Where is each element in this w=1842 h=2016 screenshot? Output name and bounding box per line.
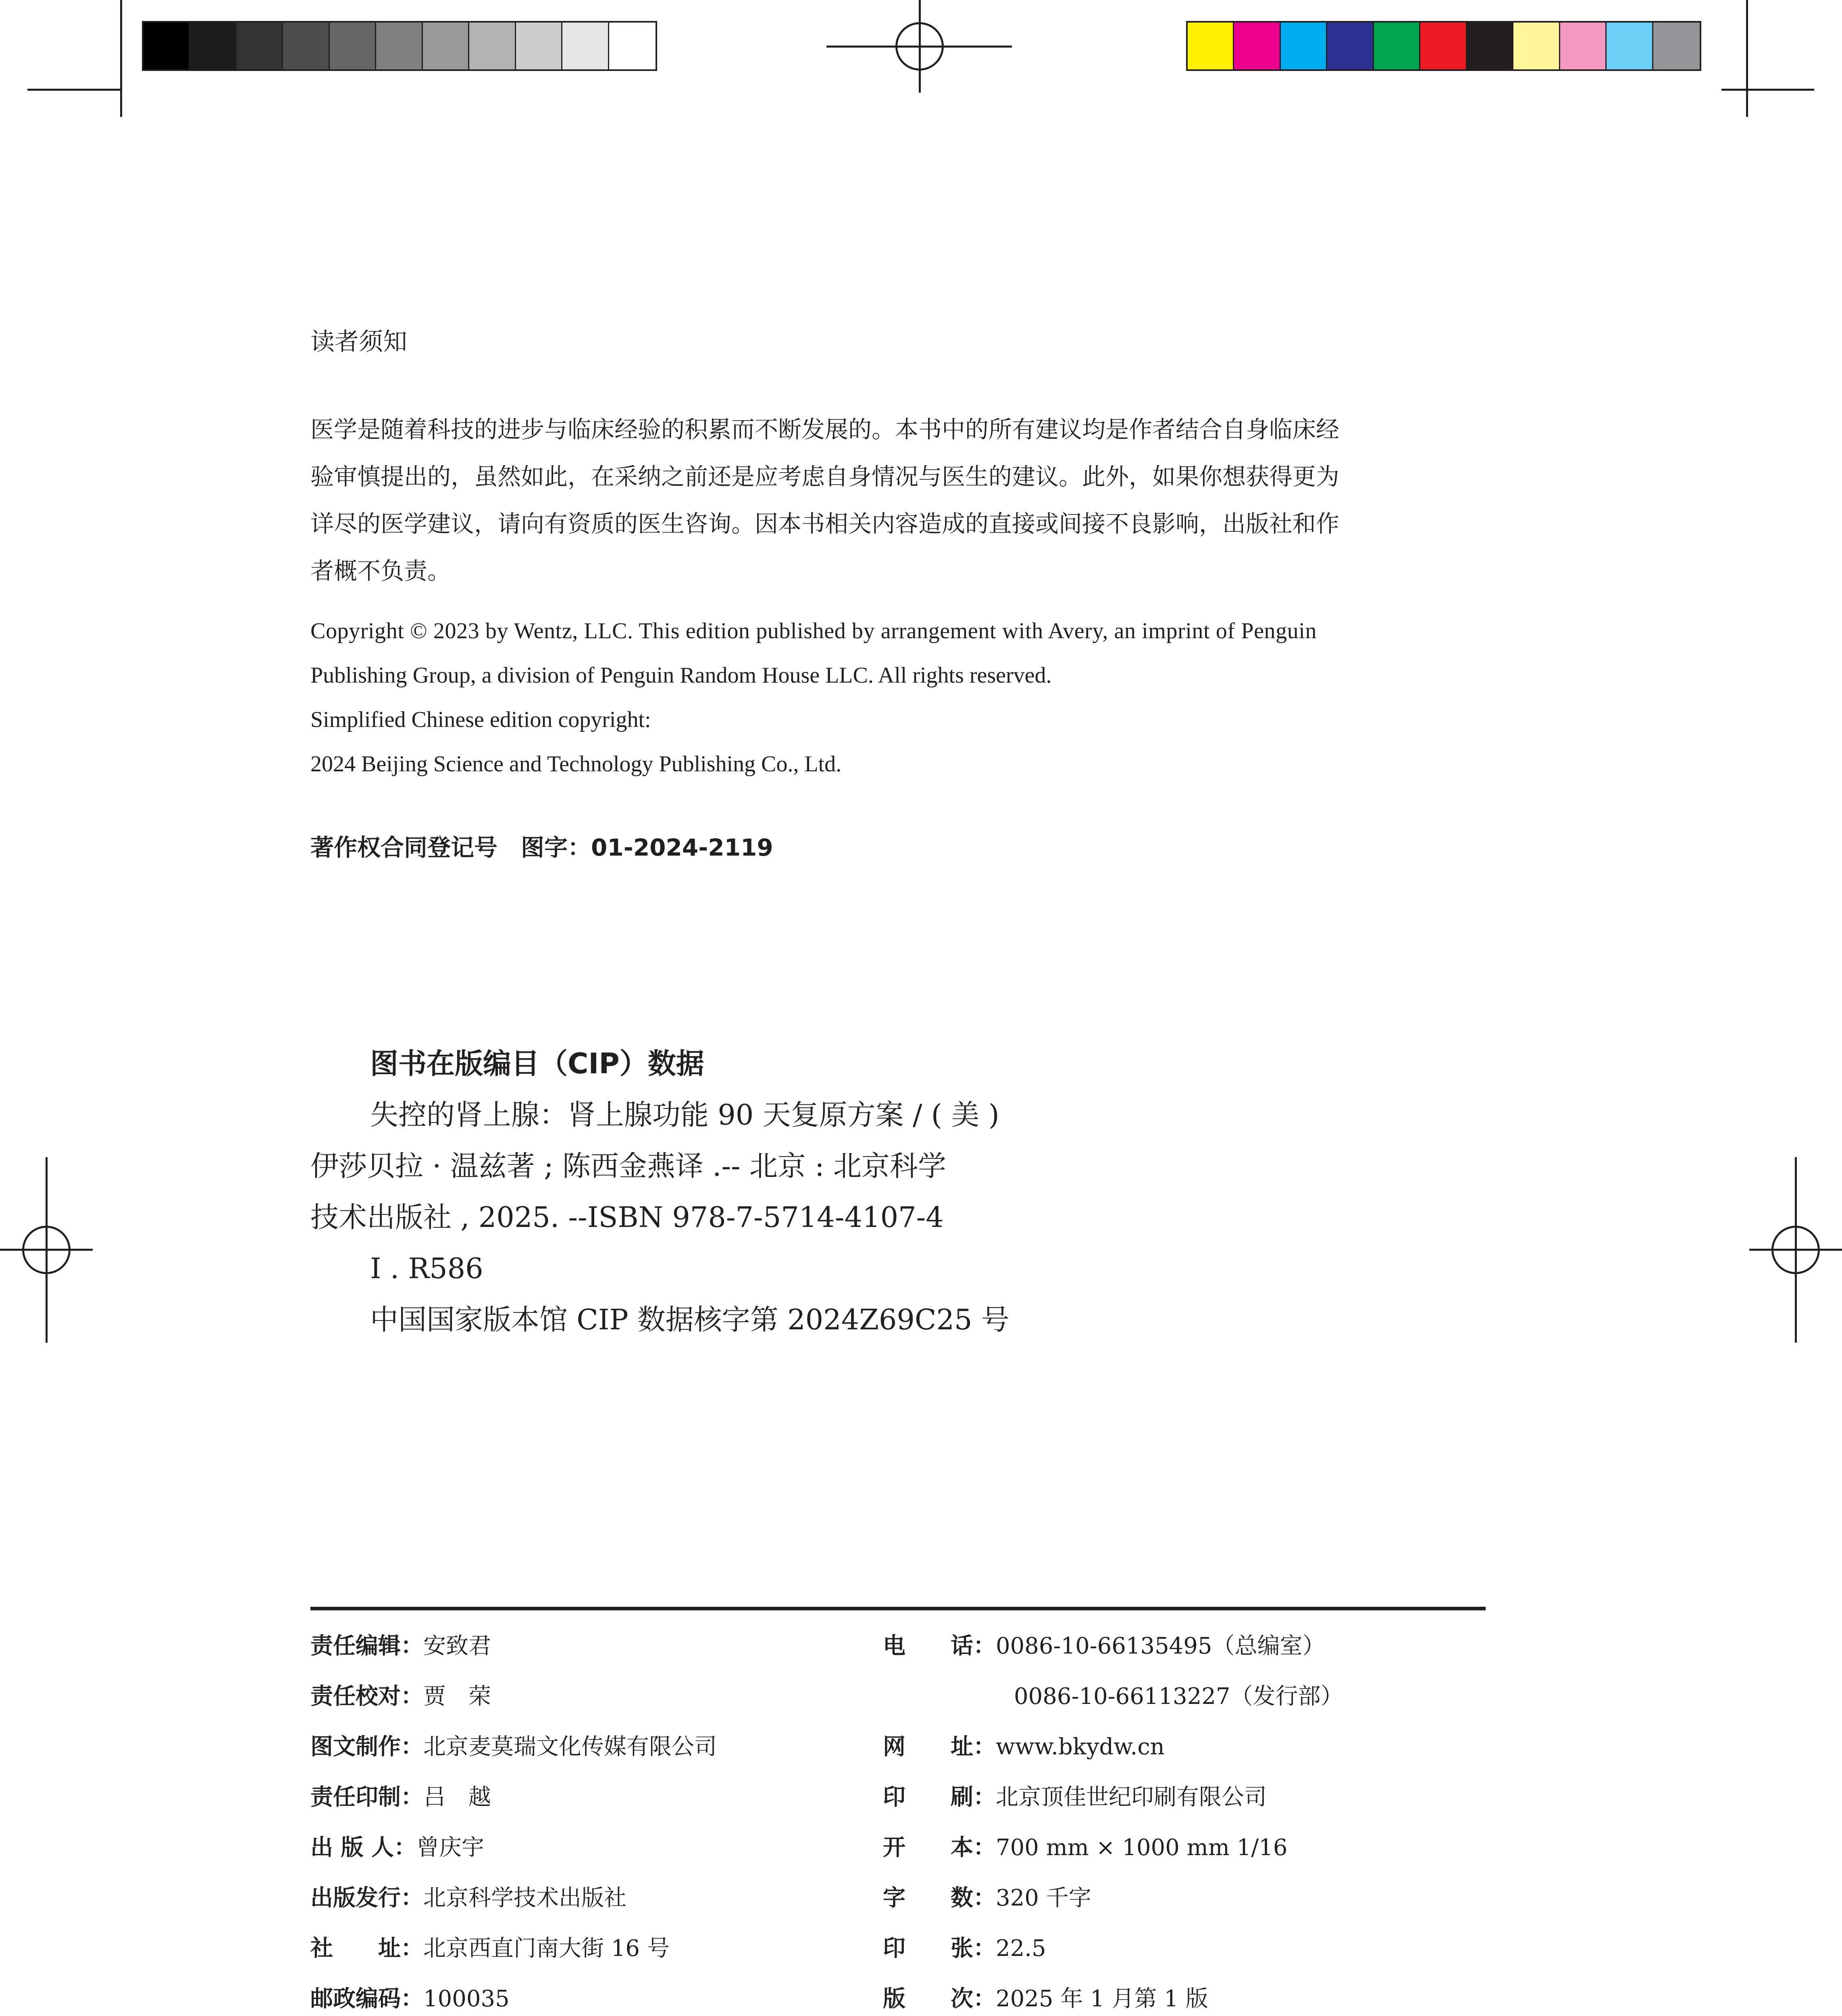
cip-line: 中国国家版本馆 CIP 数据核字第 2024Z69C25 号: [370, 1303, 1009, 1336]
notice-line: 者概不负责。: [310, 557, 451, 585]
credit-label: 电 话：: [883, 1633, 996, 1659]
color-swatch: [1374, 23, 1420, 69]
color-swatch: [1281, 23, 1327, 69]
credit-value: 安致君: [423, 1633, 491, 1659]
process-color-bar: [1186, 21, 1701, 71]
cip-title: 图书在版编目（CIP）数据: [370, 1047, 704, 1080]
color-swatch: [376, 23, 423, 69]
credit-label: 出版发行：: [310, 1885, 423, 1911]
credit-row: [310, 1937, 670, 1960]
credit-value: 北京顶佳世纪印刷有限公司: [996, 1784, 1267, 1810]
cip-line: 伊莎贝拉 · 温兹著 ; 陈西金燕译 .-- 北京 : 北京科学: [310, 1150, 946, 1183]
credit-row: [883, 1988, 1208, 2010]
credit-label: 图文制作：: [310, 1734, 423, 1760]
credit-row: [310, 1988, 510, 2010]
credit-value: 0086-10-66113227（发行部）: [1014, 1683, 1343, 1710]
color-swatch: [1420, 23, 1467, 69]
color-swatch: [1560, 23, 1607, 69]
cip-line: 技术出版社 , 2025. --ISBN 978-7-5714-4107-4: [310, 1201, 944, 1234]
credit-label: 邮政编码：: [310, 1986, 423, 2012]
credit-value: 曾庆宇: [416, 1835, 484, 1861]
color-swatch: [1188, 23, 1234, 69]
credit-label: 版 次：: [883, 1986, 996, 2012]
credit-value: 北京西直门南大街 16 号: [423, 1935, 670, 1962]
notice-line: 详尽的医学建议，请向有资质的医生咨询。因本书相关内容造成的直接或间接不良影响，出版社和作: [310, 510, 1340, 537]
color-swatch: [423, 23, 469, 69]
notice-line: 医学是随着科技的进步与临床经验的积累而不断发展的。本书中的所有建议均是作者结合自身临床经: [310, 416, 1340, 443]
credit-label: 出 版 人：: [310, 1835, 416, 1861]
color-swatch: [237, 23, 283, 69]
crop-mark: [120, 0, 122, 117]
cip-block: [310, 1089, 1009, 1345]
color-swatch: [1513, 23, 1560, 69]
credit-row: [883, 1887, 1091, 1910]
credit-row: [883, 1736, 1165, 1758]
credit-label: 印 张：: [883, 1935, 996, 1962]
credit-label: 责任校对：: [310, 1683, 423, 1710]
notice-line: 验审慎提出的，虽然如此，在采纳之前还是应考虑自身情况与医生的建议。此外，如果你想获得更为: [310, 463, 1340, 490]
credit-label: 印 刷：: [883, 1784, 996, 1810]
color-swatch: [283, 23, 329, 69]
notice-body: [310, 406, 1488, 595]
notice-heading: 读者须知: [310, 328, 407, 356]
color-swatch: [1327, 23, 1374, 69]
credit-row: [310, 1736, 717, 1758]
copyright-line: Copyright © 2023 by Wentz, LLC. This edition published by arrangement with Avery, an imprint of Penguin: [310, 619, 1317, 644]
cip-line: Ⅰ . R586: [370, 1252, 483, 1285]
credit-value: 22.5: [996, 1935, 1046, 1962]
grayscale-color-bar: [142, 21, 657, 71]
color-swatch: [144, 23, 190, 69]
credit-value: 吕 越: [423, 1784, 491, 1810]
copyright-line: Simplified Chinese edition copyright:: [310, 707, 651, 732]
credit-row: [883, 1837, 1288, 1859]
credit-label: 网 址：: [883, 1734, 996, 1760]
credit-row: [883, 1937, 1046, 1960]
credit-row: [310, 1786, 491, 1809]
credit-row: [883, 1786, 1267, 1809]
credit-value: 700 mm × 1000 mm 1/16: [996, 1835, 1288, 1861]
credit-row: [310, 1685, 491, 1708]
color-swatch: [469, 23, 516, 69]
copyright-line: 2024 Beijing Science and Technology Publishing Co., Ltd.: [310, 752, 842, 777]
color-swatch: [1653, 23, 1700, 69]
credit-value: 贾 荣: [423, 1683, 491, 1710]
credit-value: 北京科学技术出版社: [423, 1885, 626, 1911]
credit-label: 开 本：: [883, 1835, 996, 1861]
credit-value: 0086-10-66135495（总编室）: [996, 1633, 1325, 1659]
color-swatch: [190, 23, 236, 69]
credit-value: 2025 年 1 月第 1 版: [996, 1986, 1208, 2012]
credit-row: [1014, 1685, 1343, 1708]
credit-row: [310, 1887, 626, 1910]
crop-mark: [1746, 0, 1748, 117]
color-swatch: [1467, 23, 1513, 69]
credit-value: 北京麦莫瑞文化传媒有限公司: [423, 1734, 717, 1760]
credit-value: 100035: [423, 1986, 510, 2012]
credit-label: 社 址：: [310, 1935, 423, 1962]
credit-row: [310, 1635, 491, 1658]
credit-label: 责任印制：: [310, 1784, 423, 1810]
credit-row: [883, 1635, 1325, 1658]
credit-value: www.bkydw.cn: [996, 1734, 1165, 1760]
color-swatch: [1607, 23, 1653, 69]
divider-top: [310, 1607, 1486, 1610]
credit-row: [310, 1837, 484, 1859]
color-swatch: [330, 23, 376, 69]
color-swatch: [516, 23, 562, 69]
cip-line: 失控的肾上腺：肾上腺功能 90 天复原方案 / ( 美 ): [370, 1098, 999, 1131]
color-swatch: [1234, 23, 1280, 69]
copyright-registration: 著作权合同登记号 图字：01-2024-2119: [310, 834, 773, 861]
color-swatch: [562, 23, 609, 69]
credit-value: 320 千字: [996, 1885, 1091, 1911]
color-swatch: [609, 23, 656, 69]
copyright-block: [310, 609, 1496, 786]
credit-label: 字 数：: [883, 1885, 996, 1911]
crop-mark: [27, 89, 120, 91]
crop-mark: [1721, 89, 1814, 91]
credit-label: 责任编辑：: [310, 1633, 423, 1659]
copyright-line: Publishing Group, a division of Penguin Random House LLC. All rights reserved.: [310, 663, 1052, 688]
